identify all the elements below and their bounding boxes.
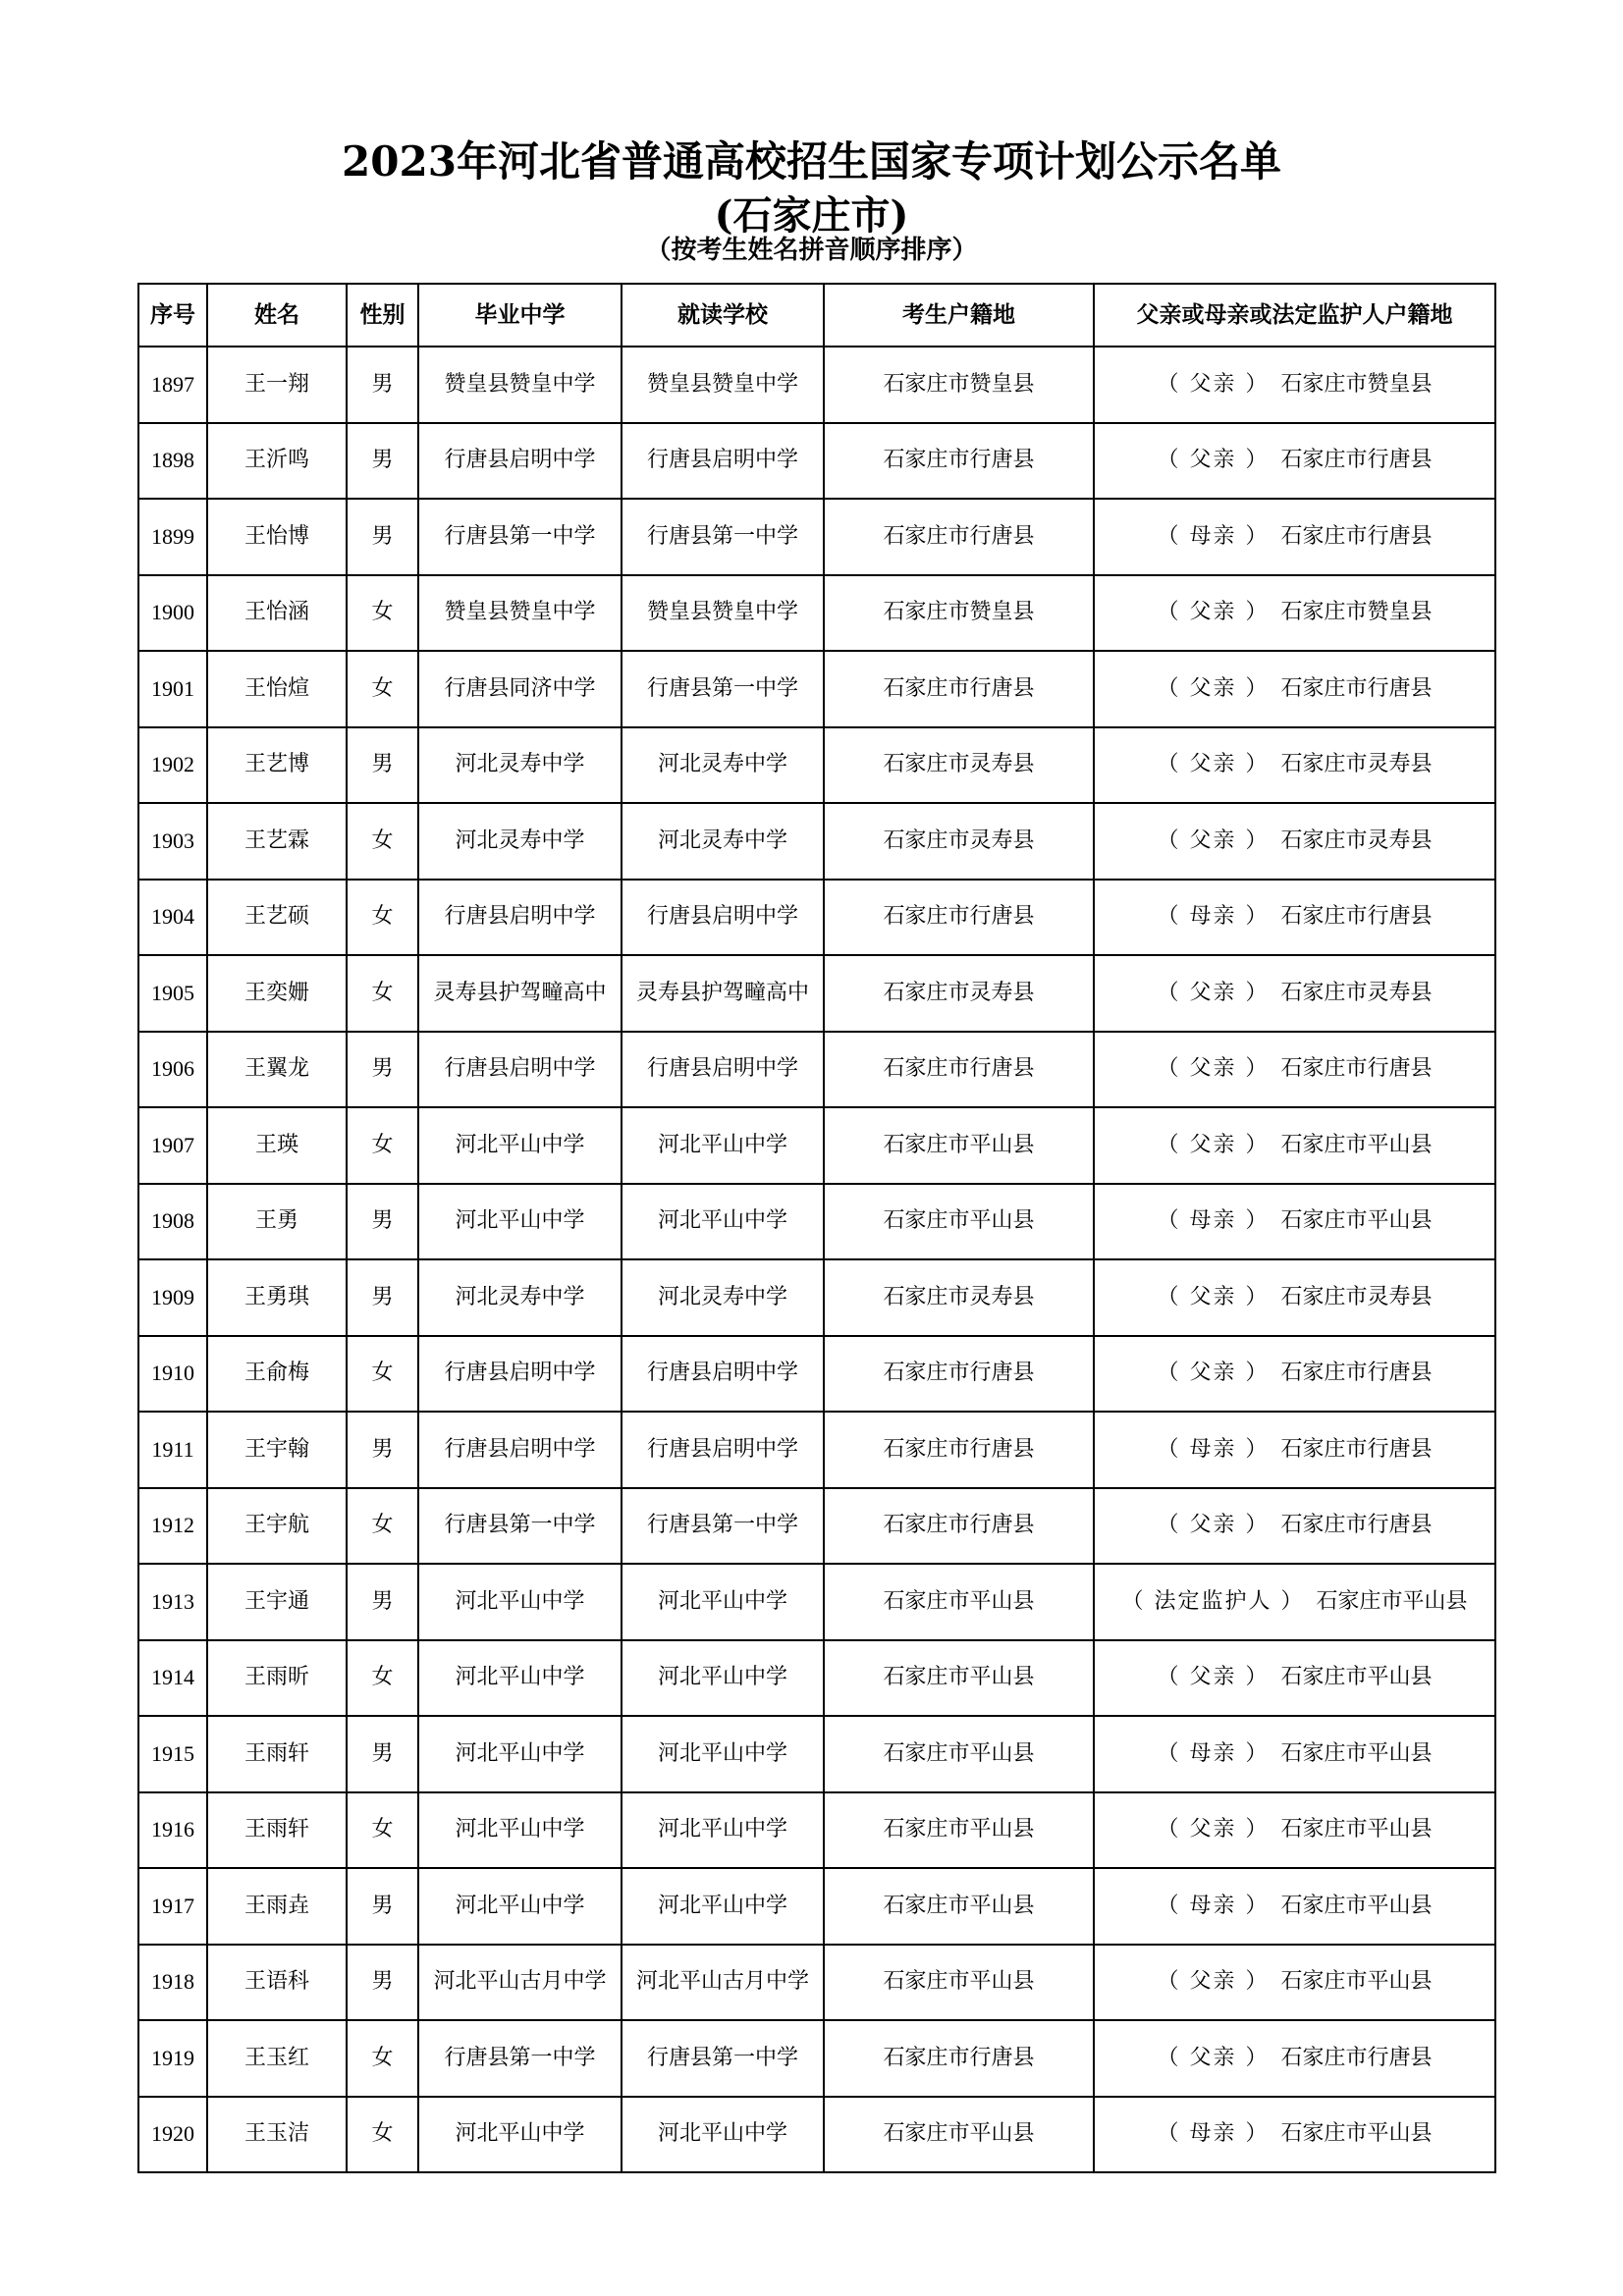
cell-gender: 男 bbox=[347, 1716, 418, 1792]
cell-gender: 女 bbox=[347, 2097, 418, 2173]
parent-residence: 石家庄市平山县 bbox=[1280, 1208, 1433, 1234]
cell-name: 王雨轩 bbox=[207, 1716, 347, 1792]
cell-graduation-school: 河北平山中学 bbox=[418, 1640, 622, 1717]
cell-name: 王雨垚 bbox=[207, 1868, 347, 1945]
cell-parent-residence bbox=[1094, 1336, 1495, 1413]
table-row bbox=[138, 880, 1495, 956]
header-parent-residence: 父亲或母亲或法定监护人户籍地 bbox=[1094, 284, 1495, 347]
cell-name: 王勇琪 bbox=[207, 1259, 347, 1336]
cell-no: 1916 bbox=[138, 1792, 207, 1869]
cell-name: 王宇航 bbox=[207, 1488, 347, 1565]
cell-gender: 女 bbox=[347, 880, 418, 956]
parent-relation: （ 父亲 ） bbox=[1157, 1361, 1270, 1386]
cell-graduation-school: 灵寿县护驾疃高中 bbox=[418, 955, 622, 1032]
parent-relation: （ 父亲 ） bbox=[1157, 600, 1270, 625]
cell-parent-residence bbox=[1094, 1564, 1495, 1640]
cell-candidate-residence: 石家庄市灵寿县 bbox=[824, 803, 1094, 880]
cell-parent-residence bbox=[1094, 651, 1495, 727]
cell-parent-residence bbox=[1094, 1792, 1495, 1869]
cell-parent-residence bbox=[1094, 1488, 1495, 1565]
cell-no: 1908 bbox=[138, 1184, 207, 1260]
parent-relation: （ 母亲 ） bbox=[1157, 1893, 1270, 1918]
cell-no: 1901 bbox=[138, 651, 207, 727]
cell-gender: 男 bbox=[347, 499, 418, 575]
table-header-row bbox=[138, 284, 1495, 347]
candidate-table bbox=[137, 283, 1496, 2173]
parent-residence: 石家庄市行唐县 bbox=[1280, 1056, 1433, 1082]
cell-name: 王沂鸣 bbox=[207, 423, 347, 500]
parent-residence: 石家庄市赞皇县 bbox=[1280, 600, 1433, 625]
header-gender: 性别 bbox=[347, 284, 418, 347]
cell-no: 1911 bbox=[138, 1412, 207, 1488]
sort-note: （按考生姓名拼音顺序排序） bbox=[645, 236, 978, 265]
cell-candidate-residence: 石家庄市行唐县 bbox=[824, 499, 1094, 575]
parent-residence: 石家庄市平山县 bbox=[1316, 1588, 1468, 1614]
cell-candidate-residence: 石家庄市平山县 bbox=[824, 1868, 1094, 1945]
cell-no: 1915 bbox=[138, 1716, 207, 1792]
table-row bbox=[138, 1259, 1495, 1336]
parent-residence: 石家庄市行唐县 bbox=[1280, 523, 1433, 549]
cell-name: 王勇 bbox=[207, 1184, 347, 1260]
cell-no: 1904 bbox=[138, 880, 207, 956]
parent-residence: 石家庄市平山县 bbox=[1280, 1740, 1433, 1766]
parent-relation: （ 母亲 ） bbox=[1157, 523, 1270, 549]
cell-no: 1919 bbox=[138, 2020, 207, 2097]
table-row bbox=[138, 1336, 1495, 1413]
cell-candidate-residence: 石家庄市平山县 bbox=[824, 1564, 1094, 1640]
cell-gender: 女 bbox=[347, 2020, 418, 2097]
parent-relation: （ 父亲 ） bbox=[1157, 1132, 1270, 1157]
cell-name: 王宇通 bbox=[207, 1564, 347, 1640]
cell-current-school: 河北灵寿中学 bbox=[622, 727, 824, 804]
table-row bbox=[138, 1488, 1495, 1565]
cell-current-school: 行唐县启明中学 bbox=[622, 423, 824, 500]
cell-name: 王宇翰 bbox=[207, 1412, 347, 1488]
cell-gender: 女 bbox=[347, 1640, 418, 1717]
cell-candidate-residence: 石家庄市平山县 bbox=[824, 2097, 1094, 2173]
cell-candidate-residence: 石家庄市行唐县 bbox=[824, 423, 1094, 500]
cell-graduation-school: 河北平山中学 bbox=[418, 1184, 622, 1260]
table-row bbox=[138, 1184, 1495, 1260]
cell-current-school: 河北平山中学 bbox=[622, 1868, 824, 1945]
cell-parent-residence bbox=[1094, 1945, 1495, 2021]
table-row bbox=[138, 1107, 1495, 1184]
cell-no: 1910 bbox=[138, 1336, 207, 1413]
parent-relation: （ 母亲 ） bbox=[1157, 1208, 1270, 1234]
cell-candidate-residence: 石家庄市平山县 bbox=[824, 1107, 1094, 1184]
cell-no: 1909 bbox=[138, 1259, 207, 1336]
cell-parent-residence bbox=[1094, 575, 1495, 652]
cell-candidate-residence: 石家庄市行唐县 bbox=[824, 880, 1094, 956]
cell-no: 1906 bbox=[138, 1032, 207, 1108]
cell-graduation-school: 河北平山中学 bbox=[418, 1107, 622, 1184]
cell-parent-residence bbox=[1094, 1640, 1495, 1717]
cell-graduation-school: 行唐县启明中学 bbox=[418, 880, 622, 956]
parent-relation: （ 母亲 ） bbox=[1157, 2121, 1270, 2147]
parent-residence: 石家庄市行唐县 bbox=[1280, 675, 1433, 701]
parent-relation: （ 父亲 ） bbox=[1157, 1513, 1270, 1538]
parent-residence: 石家庄市行唐县 bbox=[1280, 1361, 1433, 1386]
cell-parent-residence bbox=[1094, 955, 1495, 1032]
parent-relation: （ 父亲 ） bbox=[1157, 675, 1270, 701]
cell-parent-residence bbox=[1094, 1032, 1495, 1108]
cell-no: 1907 bbox=[138, 1107, 207, 1184]
cell-current-school: 行唐县启明中学 bbox=[622, 880, 824, 956]
cell-candidate-residence: 石家庄市平山县 bbox=[824, 1640, 1094, 1717]
cell-candidate-residence: 石家庄市行唐县 bbox=[824, 2020, 1094, 2097]
cell-current-school: 行唐县启明中学 bbox=[622, 1412, 824, 1488]
cell-graduation-school: 行唐县第一中学 bbox=[418, 2020, 622, 2097]
page-title: 2023年河北省普通高校招生国家专项计划公示名单 bbox=[342, 137, 1281, 186]
cell-gender: 女 bbox=[347, 651, 418, 727]
cell-current-school: 河北平山古月中学 bbox=[622, 1945, 824, 2021]
parent-residence: 石家庄市赞皇县 bbox=[1280, 371, 1433, 397]
cell-name: 王艺博 bbox=[207, 727, 347, 804]
cell-candidate-residence: 石家庄市平山县 bbox=[824, 1184, 1094, 1260]
cell-graduation-school: 河北平山中学 bbox=[418, 1792, 622, 1869]
cell-name: 王艺硕 bbox=[207, 880, 347, 956]
cell-no: 1912 bbox=[138, 1488, 207, 1565]
table-row bbox=[138, 423, 1495, 500]
cell-current-school: 赞皇县赞皇中学 bbox=[622, 575, 824, 652]
cell-name: 王语科 bbox=[207, 1945, 347, 2021]
cell-gender: 女 bbox=[347, 1336, 418, 1413]
cell-parent-residence bbox=[1094, 2097, 1495, 2173]
cell-candidate-residence: 石家庄市行唐县 bbox=[824, 1336, 1094, 1413]
cell-gender: 女 bbox=[347, 575, 418, 652]
cell-current-school: 河北平山中学 bbox=[622, 2097, 824, 2173]
table-row bbox=[138, 1032, 1495, 1108]
parent-relation: （ 法定监护人 ） bbox=[1121, 1588, 1305, 1614]
cell-name: 王俞梅 bbox=[207, 1336, 347, 1413]
cell-gender: 女 bbox=[347, 955, 418, 1032]
cell-graduation-school: 河北平山中学 bbox=[418, 2097, 622, 2173]
cell-gender: 女 bbox=[347, 1488, 418, 1565]
parent-residence: 石家庄市行唐县 bbox=[1280, 448, 1433, 473]
parent-residence: 石家庄市行唐县 bbox=[1280, 1436, 1433, 1462]
parent-relation: （ 父亲 ） bbox=[1157, 371, 1270, 397]
table-row bbox=[138, 1716, 1495, 1792]
cell-gender: 女 bbox=[347, 1792, 418, 1869]
cell-gender: 男 bbox=[347, 1945, 418, 2021]
page-subtitle: (石家庄市) bbox=[714, 192, 909, 239]
cell-candidate-residence: 石家庄市灵寿县 bbox=[824, 955, 1094, 1032]
table-row bbox=[138, 803, 1495, 880]
cell-graduation-school: 河北灵寿中学 bbox=[418, 727, 622, 804]
cell-graduation-school: 赞皇县赞皇中学 bbox=[418, 575, 622, 652]
cell-current-school: 行唐县启明中学 bbox=[622, 1336, 824, 1413]
cell-graduation-school: 行唐县第一中学 bbox=[418, 1488, 622, 1565]
table-row bbox=[138, 347, 1495, 423]
parent-relation: （ 父亲 ） bbox=[1157, 752, 1270, 777]
cell-candidate-residence: 石家庄市行唐县 bbox=[824, 1412, 1094, 1488]
table-row bbox=[138, 1564, 1495, 1640]
cell-candidate-residence: 石家庄市灵寿县 bbox=[824, 727, 1094, 804]
cell-gender: 男 bbox=[347, 1412, 418, 1488]
cell-no: 1913 bbox=[138, 1564, 207, 1640]
cell-candidate-residence: 石家庄市平山县 bbox=[824, 1792, 1094, 1869]
cell-candidate-residence: 石家庄市行唐县 bbox=[824, 1488, 1094, 1565]
cell-current-school: 河北灵寿中学 bbox=[622, 803, 824, 880]
cell-no: 1920 bbox=[138, 2097, 207, 2173]
cell-current-school: 行唐县第一中学 bbox=[622, 499, 824, 575]
parent-residence: 石家庄市灵寿县 bbox=[1280, 752, 1433, 777]
table-row bbox=[138, 2020, 1495, 2097]
parent-residence: 石家庄市行唐县 bbox=[1280, 904, 1433, 930]
cell-candidate-residence: 石家庄市平山县 bbox=[824, 1716, 1094, 1792]
cell-name: 王玉红 bbox=[207, 2020, 347, 2097]
cell-gender: 男 bbox=[347, 1259, 418, 1336]
cell-graduation-school: 行唐县启明中学 bbox=[418, 423, 622, 500]
cell-name: 王瑛 bbox=[207, 1107, 347, 1184]
cell-current-school: 赞皇县赞皇中学 bbox=[622, 347, 824, 423]
cell-graduation-school: 行唐县同济中学 bbox=[418, 651, 622, 727]
cell-candidate-residence: 石家庄市赞皇县 bbox=[824, 575, 1094, 652]
cell-parent-residence bbox=[1094, 880, 1495, 956]
cell-graduation-school: 河北平山中学 bbox=[418, 1564, 622, 1640]
cell-current-school: 河北平山中学 bbox=[622, 1716, 824, 1792]
parent-relation: （ 母亲 ） bbox=[1157, 1436, 1270, 1462]
cell-candidate-residence: 石家庄市行唐县 bbox=[824, 651, 1094, 727]
cell-name: 王怡博 bbox=[207, 499, 347, 575]
table-row bbox=[138, 1792, 1495, 1869]
parent-relation: （ 父亲 ） bbox=[1157, 828, 1270, 853]
cell-current-school: 河北平山中学 bbox=[622, 1107, 824, 1184]
cell-parent-residence bbox=[1094, 727, 1495, 804]
parent-relation: （ 父亲 ） bbox=[1157, 448, 1270, 473]
cell-no: 1898 bbox=[138, 423, 207, 500]
cell-current-school: 河北平山中学 bbox=[622, 1792, 824, 1869]
cell-parent-residence bbox=[1094, 1412, 1495, 1488]
cell-current-school: 行唐县第一中学 bbox=[622, 1488, 824, 1565]
cell-gender: 男 bbox=[347, 1564, 418, 1640]
cell-no: 1903 bbox=[138, 803, 207, 880]
parent-residence: 石家庄市平山县 bbox=[1280, 1893, 1433, 1918]
cell-current-school: 行唐县第一中学 bbox=[622, 651, 824, 727]
header-graduation-school: 毕业中学 bbox=[418, 284, 622, 347]
parent-relation: （ 母亲 ） bbox=[1157, 1740, 1270, 1766]
cell-graduation-school: 河北平山古月中学 bbox=[418, 1945, 622, 2021]
cell-current-school: 河北平山中学 bbox=[622, 1184, 824, 1260]
cell-name: 王怡煊 bbox=[207, 651, 347, 727]
cell-no: 1905 bbox=[138, 955, 207, 1032]
cell-name: 王怡涵 bbox=[207, 575, 347, 652]
cell-parent-residence bbox=[1094, 2020, 1495, 2097]
cell-no: 1899 bbox=[138, 499, 207, 575]
cell-candidate-residence: 石家庄市行唐县 bbox=[824, 1032, 1094, 1108]
cell-graduation-school: 行唐县第一中学 bbox=[418, 499, 622, 575]
cell-no: 1918 bbox=[138, 1945, 207, 2021]
cell-gender: 男 bbox=[347, 347, 418, 423]
cell-no: 1914 bbox=[138, 1640, 207, 1717]
parent-relation: （ 父亲 ） bbox=[1157, 1969, 1270, 1995]
cell-parent-residence bbox=[1094, 1184, 1495, 1260]
parent-relation: （ 父亲 ） bbox=[1157, 1284, 1270, 1309]
table-row bbox=[138, 1945, 1495, 2021]
cell-name: 王雨轩 bbox=[207, 1792, 347, 1869]
table-row bbox=[138, 1640, 1495, 1717]
parent-residence: 石家庄市行唐县 bbox=[1280, 1513, 1433, 1538]
cell-graduation-school: 河北灵寿中学 bbox=[418, 803, 622, 880]
cell-gender: 男 bbox=[347, 1868, 418, 1945]
cell-graduation-school: 河北平山中学 bbox=[418, 1716, 622, 1792]
table-row bbox=[138, 575, 1495, 652]
parent-residence: 石家庄市灵寿县 bbox=[1280, 980, 1433, 1005]
cell-graduation-school: 行唐县启明中学 bbox=[418, 1412, 622, 1488]
cell-candidate-residence: 石家庄市灵寿县 bbox=[824, 1259, 1094, 1336]
parent-relation: （ 父亲 ） bbox=[1157, 1817, 1270, 1842]
cell-current-school: 灵寿县护驾疃高中 bbox=[622, 955, 824, 1032]
parent-relation: （ 父亲 ） bbox=[1157, 1665, 1270, 1690]
cell-current-school: 行唐县第一中学 bbox=[622, 2020, 824, 2097]
parent-relation: （ 父亲 ） bbox=[1157, 2045, 1270, 2070]
cell-name: 王翼龙 bbox=[207, 1032, 347, 1108]
cell-current-school: 河北灵寿中学 bbox=[622, 1259, 824, 1336]
cell-gender: 女 bbox=[347, 1107, 418, 1184]
cell-gender: 男 bbox=[347, 1032, 418, 1108]
cell-gender: 男 bbox=[347, 727, 418, 804]
parent-relation: （ 母亲 ） bbox=[1157, 904, 1270, 930]
cell-gender: 男 bbox=[347, 1184, 418, 1260]
cell-candidate-residence: 石家庄市平山县 bbox=[824, 1945, 1094, 2021]
cell-name: 王雨昕 bbox=[207, 1640, 347, 1717]
parent-residence: 石家庄市灵寿县 bbox=[1280, 1284, 1433, 1309]
cell-gender: 女 bbox=[347, 803, 418, 880]
cell-name: 王一翔 bbox=[207, 347, 347, 423]
table-row bbox=[138, 651, 1495, 727]
table-row bbox=[138, 727, 1495, 804]
parent-relation: （ 父亲 ） bbox=[1157, 980, 1270, 1005]
cell-gender: 男 bbox=[347, 423, 418, 500]
cell-current-school: 行唐县启明中学 bbox=[622, 1032, 824, 1108]
cell-graduation-school: 行唐县启明中学 bbox=[418, 1032, 622, 1108]
cell-current-school: 河北平山中学 bbox=[622, 1564, 824, 1640]
cell-name: 王玉洁 bbox=[207, 2097, 347, 2173]
cell-name: 王奕姗 bbox=[207, 955, 347, 1032]
cell-no: 1902 bbox=[138, 727, 207, 804]
cell-graduation-school: 河北平山中学 bbox=[418, 1868, 622, 1945]
parent-residence: 石家庄市灵寿县 bbox=[1280, 828, 1433, 853]
cell-graduation-school: 行唐县启明中学 bbox=[418, 1336, 622, 1413]
parent-residence: 石家庄市平山县 bbox=[1280, 1665, 1433, 1690]
parent-residence: 石家庄市平山县 bbox=[1280, 1132, 1433, 1157]
parent-residence: 石家庄市平山县 bbox=[1280, 2121, 1433, 2147]
cell-parent-residence bbox=[1094, 1868, 1495, 1945]
cell-parent-residence bbox=[1094, 1716, 1495, 1792]
table-row bbox=[138, 499, 1495, 575]
cell-candidate-residence: 石家庄市赞皇县 bbox=[824, 347, 1094, 423]
header-no: 序号 bbox=[138, 284, 207, 347]
header-candidate-residence: 考生户籍地 bbox=[824, 284, 1094, 347]
parent-residence: 石家庄市平山县 bbox=[1280, 1817, 1433, 1842]
cell-parent-residence bbox=[1094, 347, 1495, 423]
header-current-school: 就读学校 bbox=[622, 284, 824, 347]
cell-name: 王艺霖 bbox=[207, 803, 347, 880]
table-row bbox=[138, 955, 1495, 1032]
parent-relation: （ 父亲 ） bbox=[1157, 1056, 1270, 1082]
cell-parent-residence bbox=[1094, 1107, 1495, 1184]
table-row bbox=[138, 2097, 1495, 2173]
cell-parent-residence bbox=[1094, 1259, 1495, 1336]
parent-residence: 石家庄市平山县 bbox=[1280, 1969, 1433, 1995]
cell-parent-residence bbox=[1094, 499, 1495, 575]
cell-no: 1900 bbox=[138, 575, 207, 652]
header-name: 姓名 bbox=[207, 284, 347, 347]
cell-graduation-school: 河北灵寿中学 bbox=[418, 1259, 622, 1336]
cell-no: 1917 bbox=[138, 1868, 207, 1945]
table-row bbox=[138, 1868, 1495, 1945]
cell-parent-residence bbox=[1094, 423, 1495, 500]
cell-current-school: 河北平山中学 bbox=[622, 1640, 824, 1717]
parent-residence: 石家庄市行唐县 bbox=[1280, 2045, 1433, 2070]
table-row bbox=[138, 1412, 1495, 1488]
cell-parent-residence bbox=[1094, 803, 1495, 880]
cell-no: 1897 bbox=[138, 347, 207, 423]
cell-graduation-school: 赞皇县赞皇中学 bbox=[418, 347, 622, 423]
